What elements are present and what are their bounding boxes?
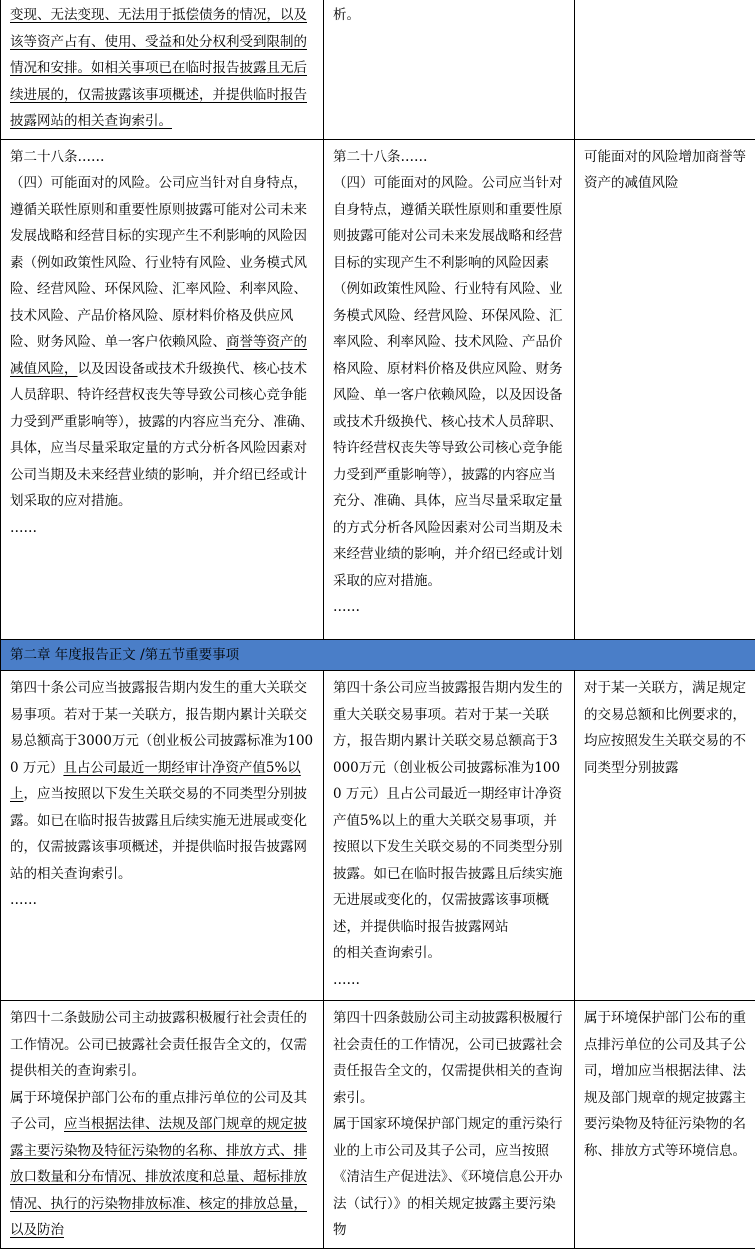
text-run: 属于环境保护部门公布的重点排污单位的公司及其子公司， [10,1090,307,1133]
underlined-text-run: 商誉等资产的减值风险， [10,334,307,377]
revised-text-paragraph: 第四十条公司应当披露报告期内发生的重大关联交易事项。若对于某一关联方，报告期内累计关联交易总额高于3000万元（创业板公司披露标准为1000 万元）且占公司最近一期经审计净资产值5%以上的重大关联交易事项，并按照以下发生关联交易的不同类型分别披露。如已在临时报告披露且后续实施无进展或变化的，仅需披露该事项概述，并提供临时报告披露网站 [333,675,565,940]
section-header-row [1,639,755,671]
revised-text-cell [324,1001,575,1249]
underlined-text-run: 应当根据法律、法规及部门规章的规定披露主要污染物及特征污染物的名称、排放方式、排放口数量和分布情况、排放浓度和总量、超标排放情况、执行的污染物排放标准、核定的排放总量，以及防治 [10,1116,307,1238]
text-run: （四）可能面对的风险。公司应当针对自身特点，遵循关联性原则和重要性原则披露可能对公司未来发展战略和经营目标的实现产生不利影响的风险因素（例如政策性风险、行业特有风险、业务模式风险、经营风险、环保风险、汇率风险、利率风险、技术风险、产品价格风险、原材料价格及供应风险、财务风险、单一客户依赖风险、 [10,175,307,350]
ellipsis-text: …… [333,594,565,621]
revised-text-paragraph: （四）可能面对的风险。公司应当针对自身特点，遵循关联性原则和重要性原则披露可能对公司未来发展战略和经营目标的实现产生不利影响的风险因素（例如政策性风险、行业特有风险、业务模式风险、经营风险、环保风险、汇率风险、利率风险、技术风险、产品价格风险、原材料价格及供应风险、财务风险、单一客户依赖风险，以及因设备或技术升级换代、核心技术人员辞职、特许经营权丧失等导致公司核心竞争能力受到严重影响等），披露的内容应当充分、准确、具体，应当尽量采取定量的方式分析各风险因素对公司当期及未来经营业绩的影响，并介绍已经或计划采取的应对措施。 [333,170,565,594]
ellipsis-text: …… [10,887,314,914]
original-text-paragraph: 变现、无法变现、无法用于抵偿债务的情况，以及该等资产占有、使用、受益和处分权利受到限制的情况和安排。如相关事项已在临时报告披露且无后续进展的，仅需披露该事项概述，并提供临时报告披露网站的相关查询索引。 [10,2,314,135]
revised-text-cell [324,139,575,639]
revised-text-paragraph: 的相关查询索引。 [333,940,565,967]
text-run: ，应当按照以下发生关联交易的不同类型分别披露。如已在临时报告披露且后续实施无进展或变化的，仅需披露该事项概述，并提供临时报告披露网站的相关查询索引。 [10,786,307,882]
note-cell [575,1001,755,1249]
note-text: 可能面对的风险增加商誉等资产的减值风险 [584,144,746,197]
underlined-text-run: 且占公司最近一期经审计净资产值5%以上 [10,760,301,803]
note-cell [575,671,755,1001]
revised-text-paragraph: 属于国家环境保护部门规定的重污染行业的上市公司及其子公司，应当按照《清洁生产促进法》、《环境信息公开办法（试行）》的相关规定披露主要污染物 [333,1111,565,1244]
revised-text-paragraph: 第四十四条鼓励公司主动披露积极履行社会责任的工作情况，公司已披露社会责任报告全文的，仅需提供相关的查询索引。 [333,1005,565,1111]
note-cell [575,139,755,639]
ellipsis-text: …… [10,515,314,542]
note-cell [575,0,755,139]
table-row [1,671,755,1001]
original-text-cell [1,671,324,1001]
article-heading: 第二十八条…… [10,144,314,171]
revised-text-cell [324,671,575,1001]
table-row [1,139,755,639]
note-text: 属于环境保护部门公布的重点排污单位的公司及其子公司，增加应当根据法律、法规及部门规章的规定披露主要污染物及特征污染物的名称、排放方式等环境信息。 [584,1005,746,1164]
table-row [1,1001,755,1249]
note-text: 对于某一关联方，满足规定的交易总额和比例要求的，均应按照发生关联交易的不同类型分别披露 [584,675,746,781]
article-heading: 第二十八条…… [333,144,565,171]
text-run: 以及因设备或技术升级换代、核心技术人员辞职、特许经营权丧失等导致公司核心竞争能力受到严重影响等），披露的内容应当充分、准确、具体，应当尽量采取定量的方式分析各风险因素对公司当期及未来经营业绩的影响，并介绍已经或计划采取的应对措施。 [10,361,314,510]
section-title: 第二章 年度报告正文 /第五节重要事项 [10,642,746,669]
original-text-cell [1,0,324,139]
section-header-cell [1,639,755,671]
original-text-paragraph [10,170,314,515]
table-row [1,0,755,139]
text-run: 第四十条公司应当披露报告期内发生的重大关联交易事项。若对于某一关联方，报告期内累计关联交易总额高于3000万元（创业板公司披露标准为1000 万元） [10,680,313,776]
original-text-cell [1,1001,324,1249]
original-text-paragraph: 第四十二条鼓励公司主动披露积极履行社会责任的工作情况。公司已披露社会责任报告全文的，仅需提供相关的查询索引。 [10,1005,314,1085]
ellipsis-text: …… [333,967,565,994]
original-text-paragraph [10,675,314,887]
revised-text-cell [324,0,575,139]
original-text-paragraph [10,1085,314,1244]
original-text-cell [1,139,324,639]
revised-text-paragraph: 析。 [333,2,565,29]
